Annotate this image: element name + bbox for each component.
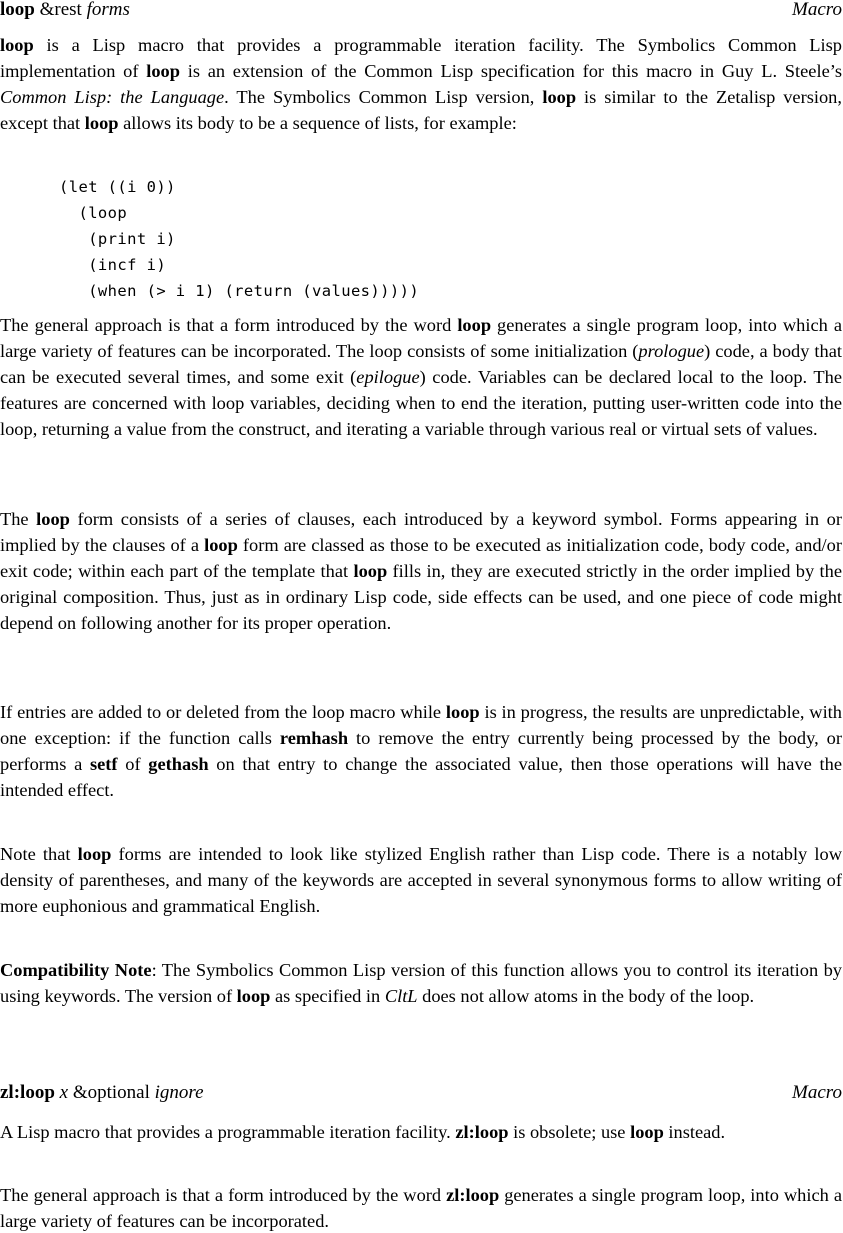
term-gethash: gethash: [148, 753, 209, 774]
text: forms are intended to look like stylized English rather than Lisp code. There is a notably low density of parentheses, and many of the keywords are accepted in several synonymous forms to allow writing of more euphonious and grammatical English.: [0, 844, 843, 916]
term-loop: loop: [457, 315, 492, 335]
lambda-keyword: &rest: [39, 0, 82, 20]
text: generates a single program loop, into which a large variety of features can be incorporated. The loop consists of some initialization (: [0, 315, 842, 361]
term-loop: loop: [542, 86, 577, 107]
text: The general approach is that a form introduced by the word: [0, 1185, 447, 1205]
code-line: (let ((i 0)): [59, 178, 176, 196]
term-loop: loop: [630, 1122, 664, 1142]
entry-header-loop: [0, 0, 842, 22]
code-line: (when (> i 1) (return (values))))): [59, 282, 420, 300]
text: . The Symbolics Common Lisp version,: [224, 86, 543, 107]
paragraph-compatibility-note: [0, 958, 842, 1010]
text: on that entry to change the associated value, then those operations will have the intended effect.: [0, 753, 842, 800]
text: A Lisp macro that provides a programmable iteration facility.: [0, 1122, 456, 1142]
text: is a Lisp macro that provides a programmable iteration facility. The Symbolics Common Lisp implementation of: [0, 35, 842, 81]
function-signature: [0, 0, 130, 22]
text: : The Symbolics Common Lisp version of this function allows you to control its iteration by using keywords. The version of: [0, 960, 842, 1006]
paragraph-intro: [0, 33, 842, 137]
paragraph-general-approach: [0, 313, 842, 443]
term-loop: loop: [353, 560, 388, 581]
text: ) code. Variables can be declared local to the loop. The features are concerned with loop variables, deciding when to end the iteration, putting user-written code into the loop, returning a value from the construct, and iterating a variable through various real or virtual sets of values.: [0, 366, 842, 439]
text: fills in, they are executed strictly in the order implied by the original composition. Thus, just as in ordinary Lisp code, side effects can be used, and one piece of code might depend on following another for its proper operation.: [0, 560, 842, 633]
text: allows its body to be a sequence of lists, for example:: [118, 112, 517, 133]
text: form are classed as those to be executed as initialization code, body code, and/or exit code; within each part of the template that: [0, 534, 842, 581]
argument-name: ignore: [154, 1082, 204, 1103]
text: ) code, a body that can be executed several times, and some exit (: [0, 340, 842, 387]
text: If entries are added to or deleted from the loop macro while: [0, 702, 446, 722]
argument-name: x: [59, 1082, 69, 1103]
paragraph-entries: [0, 700, 842, 804]
code-line: (print i): [59, 230, 176, 248]
compatibility-note-label: Compatibility Note: [0, 960, 152, 980]
text: to remove the entry currently being processed by the body, or performs a: [0, 727, 842, 774]
entry-header-zl-loop: [0, 1083, 842, 1105]
term-loop: loop: [84, 112, 119, 133]
term-cltl: CltL: [384, 985, 418, 1006]
text: generates a single program loop, into which a large variety of features can be incorporated.: [0, 1185, 842, 1231]
text: instead.: [663, 1122, 726, 1142]
code-line: (loop: [59, 204, 128, 222]
entry-kind: Macro: [792, 0, 842, 20]
term-zl-loop: zl:loop: [455, 1122, 509, 1142]
text: form consists of a series of clauses, each introduced by a keyword symbol. Forms appearing in or implied by the clauses of a: [0, 509, 842, 555]
code-example: [59, 174, 419, 304]
paragraph-zl-loop-approach: [0, 1183, 842, 1233]
text: is in progress, the results are unpredictable, with one exception: if the function calls: [0, 702, 842, 748]
book-title: Common Lisp: the Language: [0, 86, 225, 107]
text: Note that: [0, 844, 78, 864]
paragraph-zl-loop-intro: [0, 1120, 842, 1146]
code-line: (incf i): [59, 256, 167, 274]
text: as specified in: [270, 985, 385, 1006]
term-loop: loop: [77, 844, 112, 864]
term-loop: loop: [0, 35, 34, 55]
function-name: zl:loop: [0, 1082, 55, 1103]
text: The: [0, 509, 37, 529]
paragraph-note: [0, 842, 842, 920]
lambda-keyword: &optional: [72, 1082, 150, 1103]
term-remhash: remhash: [279, 727, 349, 748]
entry-kind: Macro: [792, 1082, 842, 1103]
text: is obsolete; use: [508, 1122, 631, 1142]
text: is similar to the Zetalisp version, except that: [0, 86, 842, 133]
argument-name: forms: [86, 0, 130, 20]
text: is an extension of the Common Lisp specification for this macro in Guy L. Steele’s: [179, 60, 842, 81]
term-prologue: prologue: [638, 340, 705, 361]
term-epilogue: epilogue: [356, 366, 420, 387]
text: The general approach is that a form introduced by the word: [0, 315, 458, 335]
text: does not allow atoms in the body of the loop.: [417, 985, 755, 1006]
function-signature: [0, 1083, 204, 1105]
term-loop: loop: [204, 534, 238, 555]
term-setf: setf: [89, 753, 118, 774]
text: of: [117, 753, 149, 774]
term-loop: loop: [236, 985, 271, 1006]
term-loop: loop: [146, 60, 180, 81]
term-zl-loop: zl:loop: [446, 1185, 500, 1205]
term-loop: loop: [36, 509, 70, 529]
function-name: loop: [0, 0, 35, 20]
paragraph-clauses: [0, 507, 842, 637]
term-loop: loop: [445, 702, 480, 722]
